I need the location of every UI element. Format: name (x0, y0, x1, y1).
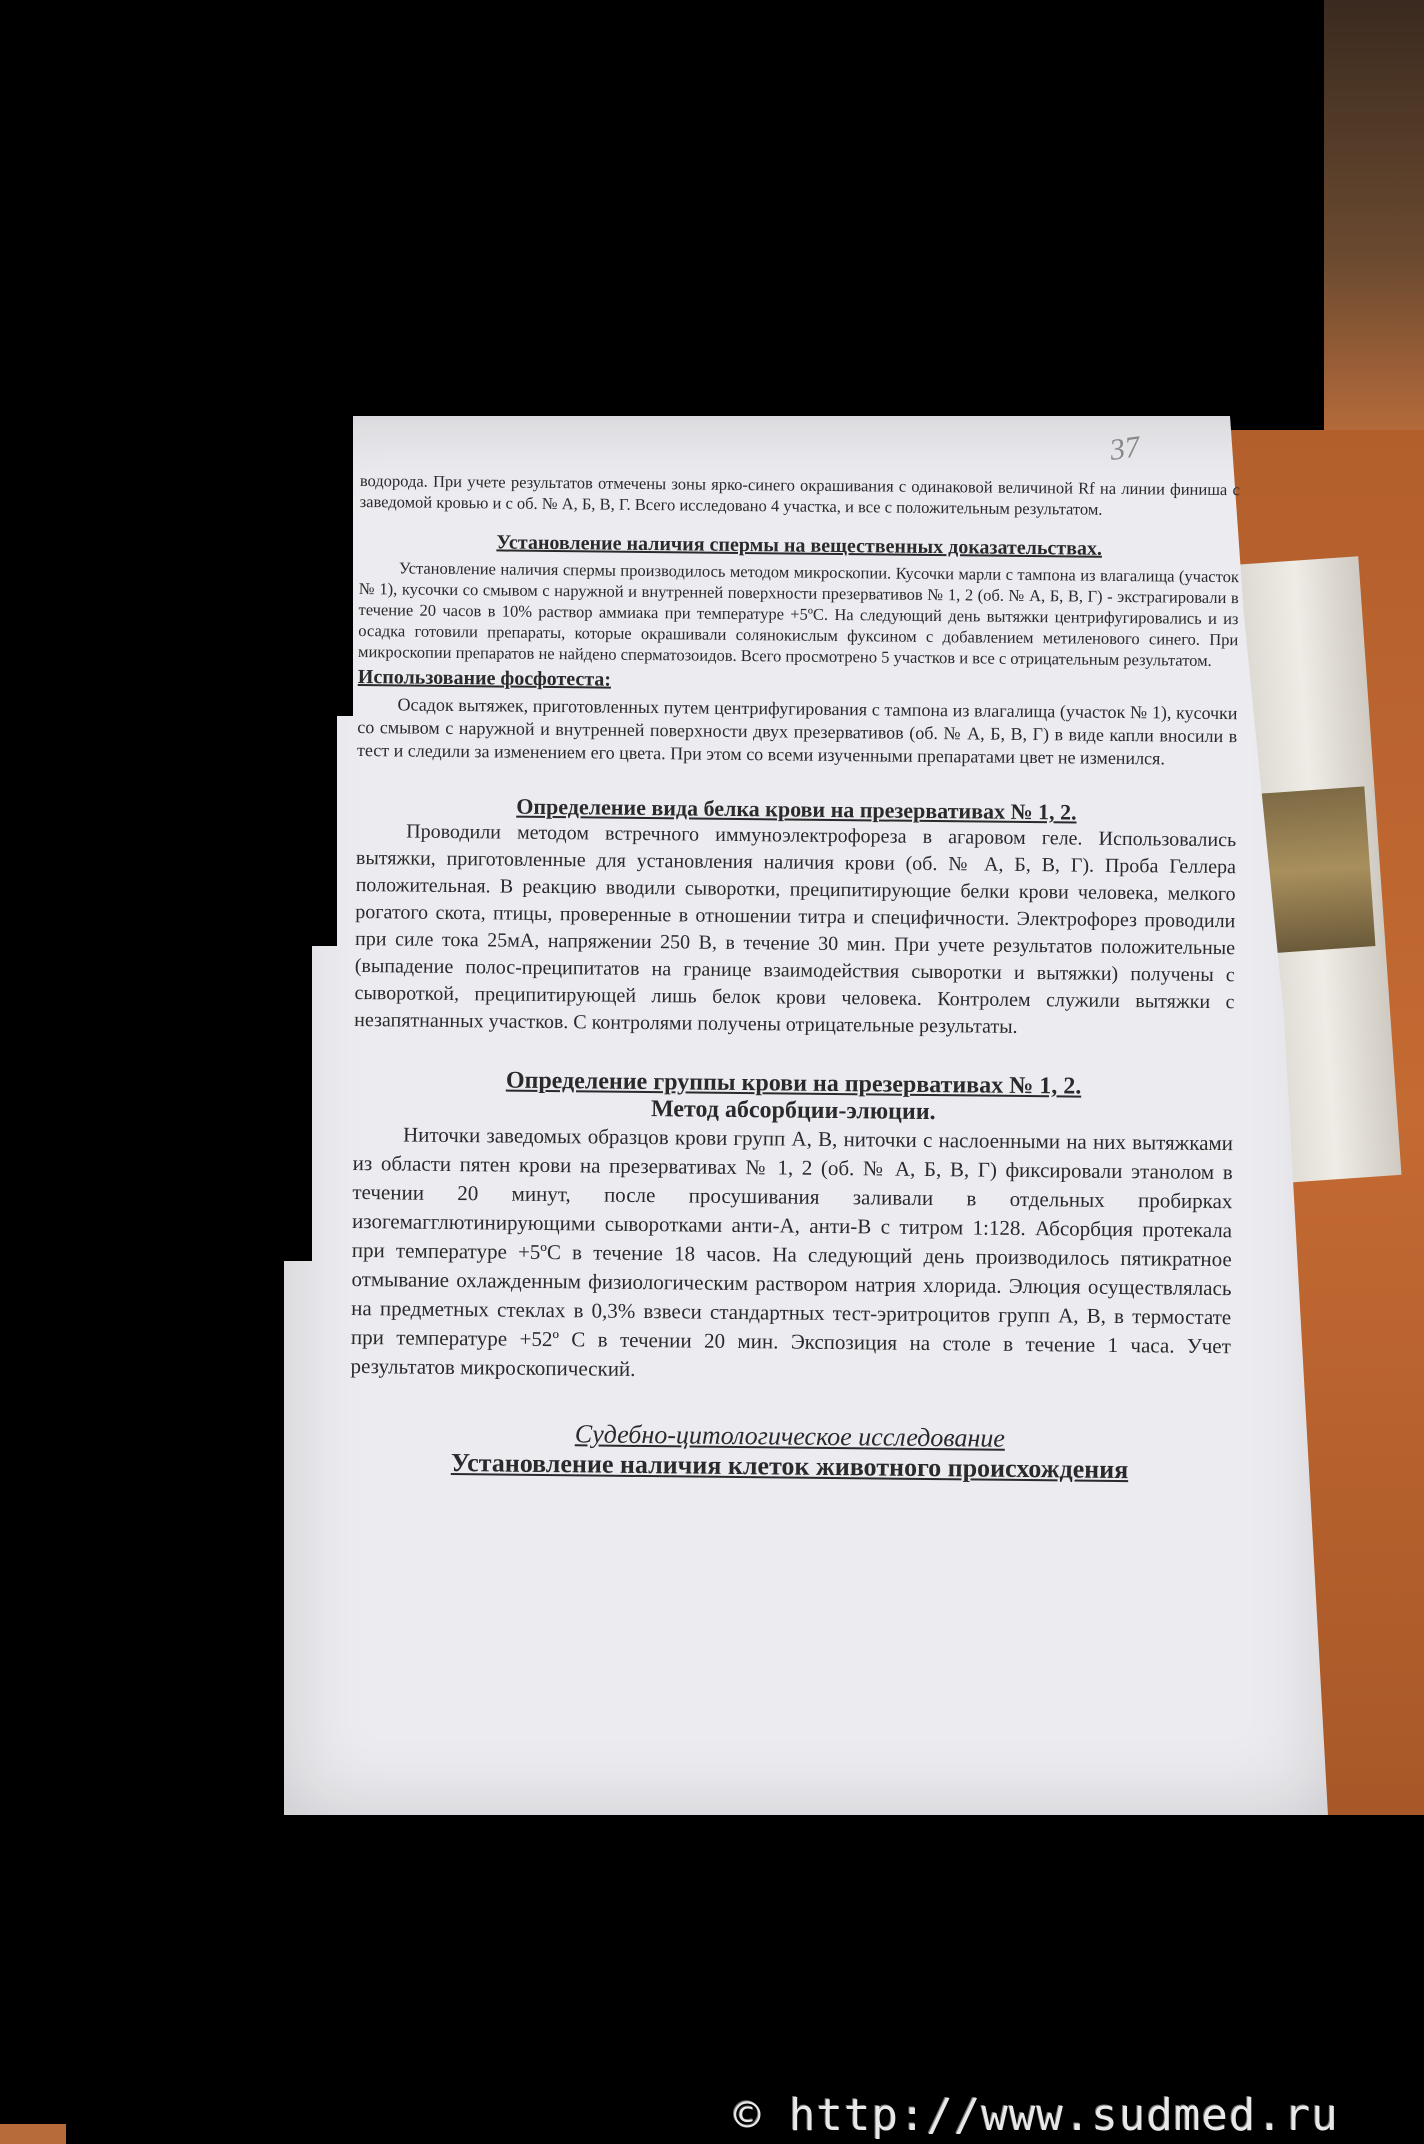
phosphotest-heading: Использование фосфотеста: (357, 665, 612, 691)
protein-paragraph: Проводили методом встречного иммуноэлектрофореза в агаровом геле. Использовались вытяжки, приготовленные для установления наличия крови (об. № А, Б, В, Г). Проба Геллера положительная. В реакцию вводили сыворотки, преципитирующие белки крови человека, мелкого рогатого скота, птицы, проверенные в отношении титра и специфичности. Электрофорез проводили при силе тока 25мА, напряжении 250 В, в течение 30 мин. При учете результатов положительные (выпадение полос-преципитатов на границе взаимодействия сыворотки и вытяжки) получены с сывороткой, преципитирующей лишь белок крови человека. Контролем служили вытяжки с незапятнанных участков. С контролями получены отрицательные результаты. (354, 820, 1237, 1038)
phosphotest-paragraph: Осадок вытяжек, приготовленных путем центрифугирования с тампона из влагалища (участок № 1), кусочки со смывом с наружной и внутренней поверхности двух презервативов (об. № А, Б, В, Г) в виде капли вносили в тест и следили за изменением его цвета. При этом со всеми изученными препаратами цвет не изменился. (356, 694, 1238, 769)
watermark: © http://www.sudmed.ru (734, 2090, 1339, 2141)
blood-group-heading: Определение группы крови на презервативах № 1, 2. (505, 1067, 1082, 1100)
blood-group-paragraph: Ниточки заведомых образцов крови групп А, В, ниточки с наслоенными на них вытяжками из области пятен крови на презервативах № 1, 2 (об. № А, Б, В, Г) фиксировали этанолом в течении 20 минут, после просушивания заливали в отдельных пробирках изогемагглютинирующими сыворотками анти-А, анти-В с титром 1:128. Абсорбция протекала при температуре +5ºС в течение 18 часов. На следующий день производилось пятикратное отмывание охлажденным физиологическим раствором натрия хлорида. Элюция осуществлялась на предметных стеклах в 0,3% взвеси стандартных тест-эритроцитов групп А, В, в термостате при температуре +52º С в течении 20 мин. Экспозиция на столе в течение 1 часа. Учет результатов микроскопический. (350, 1122, 1234, 1381)
cytology-subtitle: Установление наличия клеток животного происхождения (450, 1448, 1129, 1485)
page-number: 37 (1107, 430, 1143, 467)
background-room (1324, 0, 1424, 430)
document-content (349, 470, 1239, 1486)
blood-group-subheading: Метод абсорбции-элюции. (650, 1096, 936, 1126)
sperm-paragraph: Установление наличия спермы производилось методом микроскопии. Кусочки марли с тампона из влагалища (участок № 1), кусочки со смывом с наружной и внутренней поверхности презервативов № 1, 2 (об. № А, Б, В, Г) - экстрагировали в течение 20 часов в 10% раствор аммиака при температуре +5ºС. На следующий день вытяжки центрифугировались и из осадка готовили препараты, которые окрашивали солянокислым фуксином с добавлением метиленового синего. При микроскопии препаратов не найдено сперматозоидов. Всего просмотрено 5 участков и все с отрицательным результатом. (357, 558, 1240, 670)
corner-fragment (0, 2124, 66, 2144)
cytology-title: Судебно-цитологическое исследование (574, 1419, 1006, 1453)
intro-paragraph: водорода. При учете результатов отмечены зоны ярко-синего окрашивания с одинаковой величиной Rf на линии финиша с заведомой кровью и с об. № А, Б, В, Г. Всего исследовано 4 участка, и все с положительным результатом. (359, 470, 1240, 519)
sperm-heading: Установление наличия спермы на вещественных доказательствах. (496, 531, 1103, 560)
protein-heading: Определение вида белка крови на презервативах № 1, 2. (516, 793, 1077, 825)
